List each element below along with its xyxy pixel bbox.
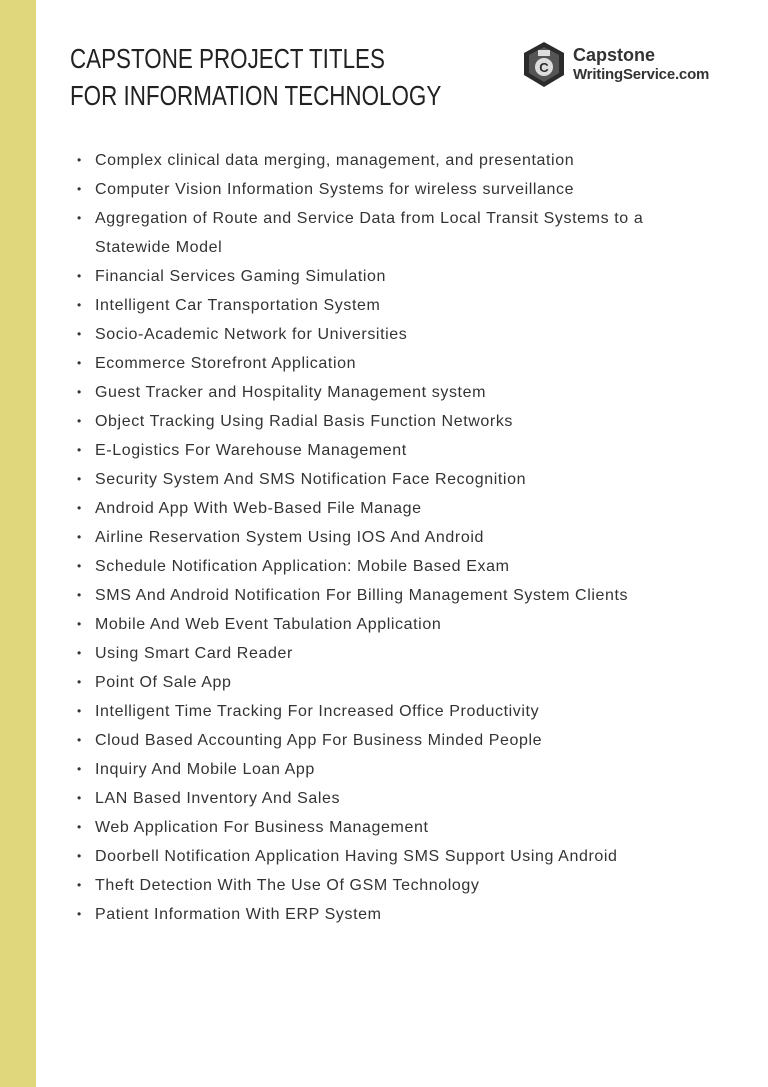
bullet-icon: • bbox=[77, 762, 82, 776]
list-item-text: LAN Based Inventory And Sales bbox=[95, 790, 341, 807]
list-item-text: Intelligent Time Tracking For Increased Office Productivity bbox=[95, 703, 540, 720]
list-item-text: Point Of Sale App bbox=[95, 674, 232, 691]
crest-logo-icon bbox=[521, 41, 567, 89]
list-item bbox=[77, 291, 677, 320]
bullet-icon: • bbox=[77, 356, 82, 370]
list-item bbox=[77, 494, 677, 523]
list-item-text: Patient Information With ERP System bbox=[95, 906, 382, 923]
list-item-text: Inquiry And Mobile Loan App bbox=[95, 761, 315, 778]
title-line-1: CAPSTONE PROJECT TITLES bbox=[70, 43, 385, 74]
list-item-text: Complex clinical data merging, management, and presentation bbox=[95, 152, 575, 169]
side-stripe bbox=[0, 0, 36, 1087]
list-item-text: Intelligent Car Transportation System bbox=[95, 297, 381, 314]
list-item bbox=[77, 610, 677, 639]
bullet-icon: • bbox=[77, 878, 82, 892]
title-line-2: FOR INFORMATION TECHNOLOGY bbox=[70, 80, 442, 111]
bullet-icon: • bbox=[77, 588, 82, 602]
list-item bbox=[77, 784, 677, 813]
list-item-text: Schedule Notification Application: Mobile Based Exam bbox=[95, 558, 510, 575]
list-item bbox=[77, 726, 677, 755]
logo-text-line-2: WritingService.com bbox=[573, 66, 710, 83]
bullet-icon: • bbox=[77, 385, 82, 399]
list-item-text: Mobile And Web Event Tabulation Application bbox=[95, 616, 442, 633]
bullet-icon: • bbox=[77, 501, 82, 515]
list-item bbox=[77, 204, 677, 262]
list-item bbox=[77, 262, 677, 291]
list-item bbox=[77, 755, 677, 784]
list-item-text: E-Logistics For Warehouse Management bbox=[95, 442, 407, 459]
list-item-text: SMS And Android Notification For Billing Management System Clients bbox=[95, 587, 629, 604]
bullet-icon: • bbox=[77, 675, 82, 689]
bullet-icon: • bbox=[77, 820, 82, 834]
list-item-text: Socio-Academic Network for Universities bbox=[95, 326, 408, 343]
bullet-icon: • bbox=[77, 269, 82, 283]
bullet-icon: • bbox=[77, 182, 82, 196]
bullet-icon: • bbox=[77, 298, 82, 312]
list-item bbox=[77, 436, 677, 465]
bullet-icon: • bbox=[77, 791, 82, 805]
list-item bbox=[77, 871, 677, 900]
list-item-text: Web Application For Business Management bbox=[95, 819, 429, 836]
list-item-text: Doorbell Notification Application Having SMS Support Using Android bbox=[95, 848, 618, 865]
list-item bbox=[77, 639, 677, 668]
list-item-text: Theft Detection With The Use Of GSM Technology bbox=[95, 877, 480, 894]
bullet-icon: • bbox=[77, 211, 82, 225]
list-item-text: Ecommerce Storefront Application bbox=[95, 355, 357, 372]
list-item bbox=[77, 813, 677, 842]
project-title-list bbox=[77, 146, 677, 929]
bullet-icon: • bbox=[77, 153, 82, 167]
bullet-icon: • bbox=[77, 472, 82, 486]
list-item bbox=[77, 842, 677, 871]
list-item-text: Financial Services Gaming Simulation bbox=[95, 268, 387, 285]
bullet-icon: • bbox=[77, 733, 82, 747]
list-item bbox=[77, 175, 677, 204]
list-item bbox=[77, 407, 677, 436]
list-item-text: Object Tracking Using Radial Basis Function Networks bbox=[95, 413, 514, 430]
list-item-text: Android App With Web-Based File Manage bbox=[95, 500, 422, 517]
list-item bbox=[77, 900, 677, 929]
bullet-icon: • bbox=[77, 443, 82, 457]
list-item-text: Computer Vision Information Systems for wireless surveillance bbox=[95, 181, 575, 198]
list-item bbox=[77, 552, 677, 581]
list-item bbox=[77, 146, 677, 175]
list-item bbox=[77, 668, 677, 697]
list-item-text: Security System And SMS Notification Face Recognition bbox=[95, 471, 527, 488]
bullet-icon: • bbox=[77, 327, 82, 341]
bullet-icon: • bbox=[77, 414, 82, 428]
list-item bbox=[77, 697, 677, 726]
list-item-text: Airline Reservation System Using IOS And Android bbox=[95, 529, 484, 546]
bullet-icon: • bbox=[77, 907, 82, 921]
logo bbox=[521, 41, 709, 89]
svg-text:C: C bbox=[539, 60, 549, 75]
list-item bbox=[77, 581, 677, 610]
list-item-text: Guest Tracker and Hospitality Management system bbox=[95, 384, 487, 401]
bullet-icon: • bbox=[77, 617, 82, 631]
bullet-icon: • bbox=[77, 704, 82, 718]
list-item-text: Aggregation of Route and Service Data from Local Transit Systems to a Statewide Model bbox=[95, 210, 644, 256]
list-item bbox=[77, 523, 677, 552]
page-title bbox=[70, 40, 441, 114]
list-item bbox=[77, 378, 677, 407]
bullet-icon: • bbox=[77, 559, 82, 573]
bullet-icon: • bbox=[77, 646, 82, 660]
list-item bbox=[77, 465, 677, 494]
list-item bbox=[77, 349, 677, 378]
list-item-text: Using Smart Card Reader bbox=[95, 645, 293, 662]
list-item-text: Cloud Based Accounting App For Business Minded People bbox=[95, 732, 543, 749]
list-item bbox=[77, 320, 677, 349]
logo-text-line-1: Capstone bbox=[573, 45, 656, 65]
bullet-icon: • bbox=[77, 530, 82, 544]
bullet-icon: • bbox=[77, 849, 82, 863]
